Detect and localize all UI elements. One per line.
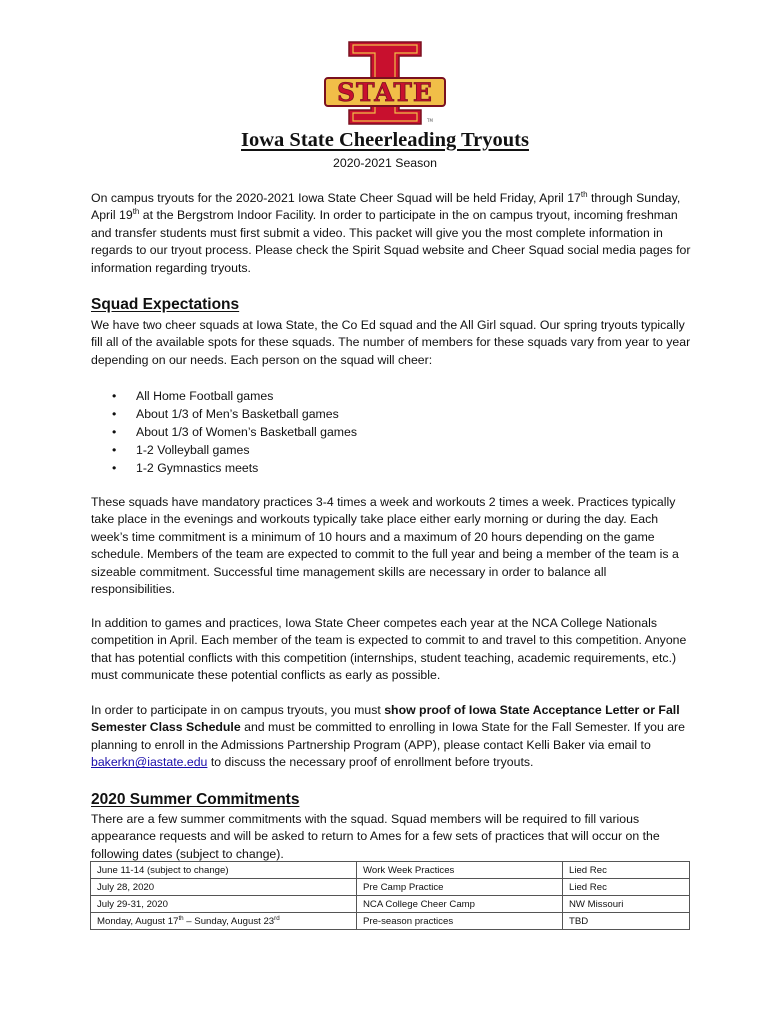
squad-expectations-heading: Squad Expectations — [91, 296, 240, 313]
location-cell: Lied Rec — [563, 862, 690, 879]
date-cell: July 29-31, 2020 — [91, 896, 357, 913]
date-cell: Monday, August 17th – Sunday, August 23rd — [91, 913, 357, 930]
event-cell: NCA College Cheer Camp — [357, 896, 563, 913]
iowa-state-logo — [323, 40, 447, 126]
cheer-events-list — [91, 387, 691, 477]
list-item: • 1-2 Volleyball games — [112, 443, 250, 457]
event-cell: Pre-season practices — [357, 913, 563, 930]
date-cell: July 28, 2020 — [91, 879, 357, 896]
event-cell: Pre Camp Practice — [357, 879, 563, 896]
squad-paragraph-1: We have two cheer squads at Iowa State, the Co Ed squad and the All Girl squad. Our spring tryouts typically fill all of the available spots for these squads. The number of members for these squads vary from year to year depending on our needs. Each person on the squad will cheer: — [91, 318, 691, 367]
location-cell: Lied Rec — [563, 879, 690, 896]
page-title: Iowa State Cheerleading Tryouts — [241, 129, 529, 151]
list-item: • About 1/3 of Women’s Basketball games — [112, 425, 358, 439]
table-row — [91, 896, 690, 913]
table-row — [91, 862, 690, 879]
svg-text:TM: TM — [427, 118, 433, 123]
summer-commitments-heading: 2020 Summer Commitments — [91, 791, 300, 808]
location-cell: TBD — [563, 913, 690, 930]
intro-paragraph: On campus tryouts for the 2020-2021 Iowa State Cheer Squad will be held Friday, April 17th through Sunday, April 19th at the Bergstrom Indoor Facility. In order to participate in the on campus tryout, incoming freshman and transfer students must first submit a video. This packet will give you the most complete information in regards to our tryout process. Please check the Spirit Squad website and Cheer Squad social media pages for information regarding tryouts. — [91, 189, 691, 275]
summer-schedule-table — [90, 861, 690, 930]
svg-text:STATE: STATE — [337, 78, 433, 107]
table-row — [91, 913, 690, 930]
email-link[interactable]: bakerkn@iastate.edu — [91, 755, 208, 770]
squad-paragraph-4: In order to participate in on campus tryouts, you must show proof of Iowa State Acceptance Letter or Fall Semester Class Schedule and must be committed to enrolling in Iowa State for the Fall Semester. If you are planning to enroll in the Admissions Partnership Program (APP), please contact Kelli Baker via email to bakerkn@iastate.edu to discuss the necessary proof of enrollment before tryouts. — [91, 703, 685, 770]
season-label: 2020-2021 Season — [333, 156, 437, 170]
squad-paragraph-3: In addition to games and practices, Iowa State Cheer competes each year at the NCA College Nationals competition in April. Each member of the team is expected to commit to and travel to this competition. Anyone that has potential conflicts with this competition (internships, student teaching, academic requirements, etc.) must communicate these potential conflicts as early as possible. — [91, 616, 687, 683]
event-cell: Work Week Practices — [357, 862, 563, 879]
location-cell: NW Missouri — [563, 896, 690, 913]
squad-paragraph-2: These squads have mandatory practices 3-4 times a week and workouts 2 times a week. Practices typically take place in the evenings and workouts typically take place either early morning or during the day. Each week’s time commitment is a minimum of 10 hours and a maximum of 20 hours depending on the game schedule. Members of the team are expected to commit to the full year and being a member of the team is a sizeable commitment. Successful time management skills are necessary in order to balance all responsibilities. — [91, 495, 679, 597]
table-row — [91, 879, 690, 896]
date-cell: June 11-14 (subject to change) — [91, 862, 357, 879]
list-item: • All Home Football games — [112, 389, 274, 403]
list-item: • About 1/3 of Men’s Basketball games — [112, 407, 339, 421]
list-item: • 1-2 Gymnastics meets — [112, 461, 259, 475]
summer-paragraph: There are a few summer commitments with the squad. Squad members will be required to fill various appearance requests and will be asked to return to Ames for a few sets of practices that will occur on the following dates (subject to change). — [91, 812, 660, 861]
